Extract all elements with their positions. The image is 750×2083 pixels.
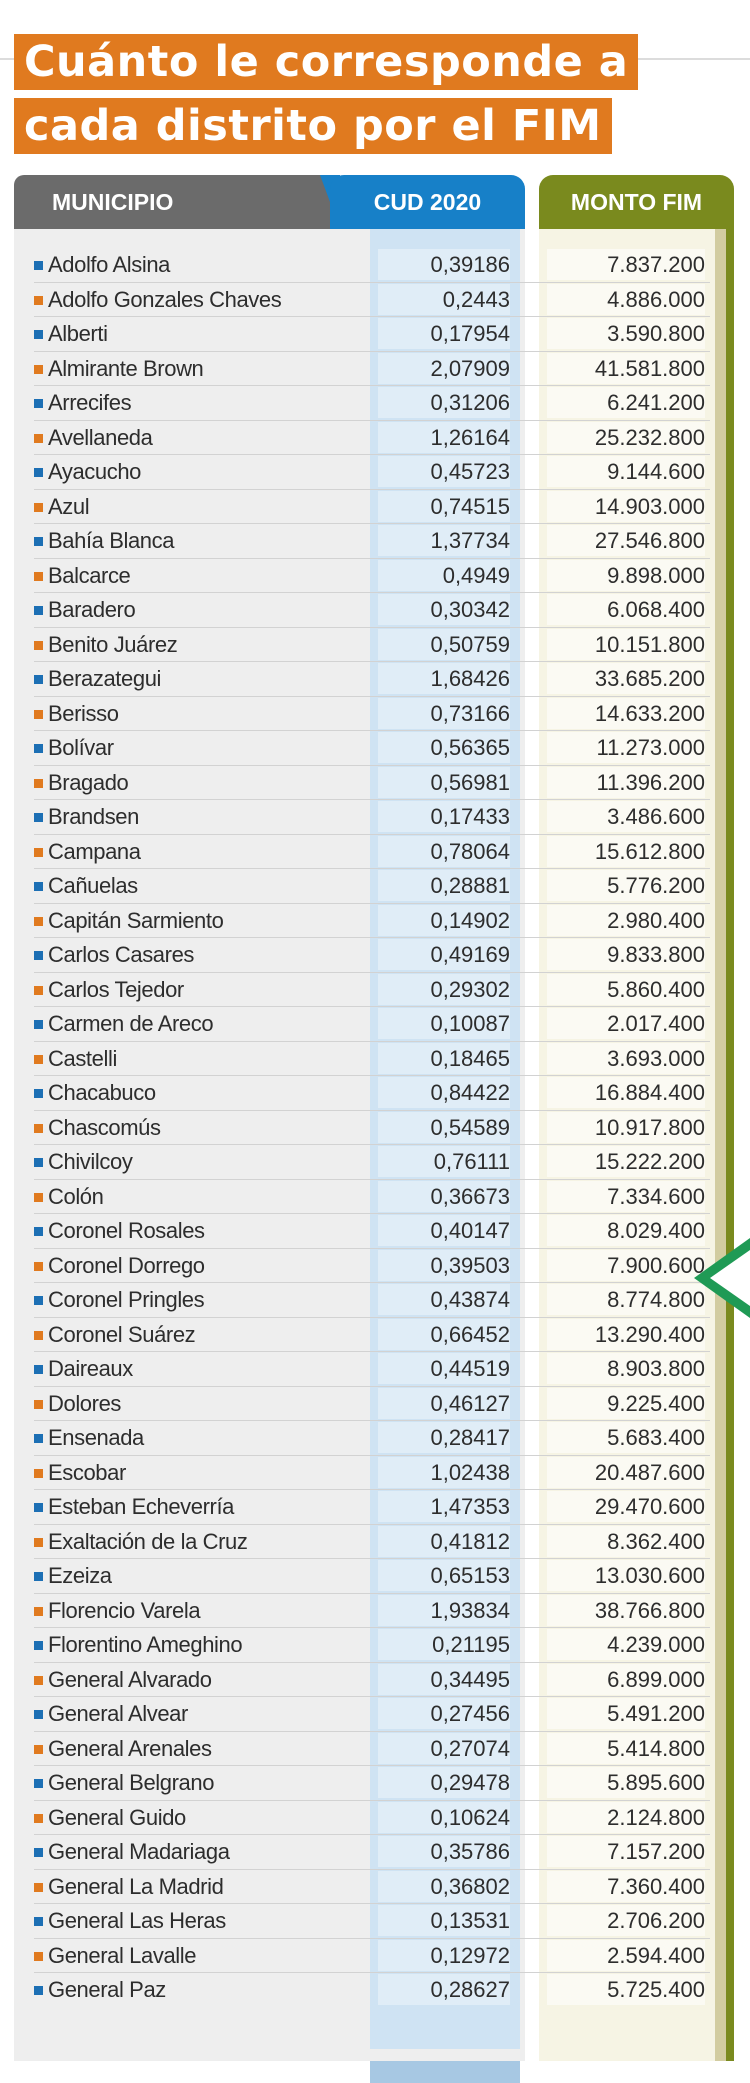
cud-cell: 0,34495	[378, 1664, 510, 1695]
monto-cell: 5.683.400	[547, 1422, 705, 1453]
monto-cell: 5.895.600	[547, 1767, 705, 1798]
bullet-square-icon	[34, 1572, 43, 1581]
cud-cell: 0,36673	[378, 1181, 510, 1212]
municipio-cell: Baradero	[48, 597, 136, 622]
cud-cell: 0,18465	[378, 1043, 510, 1074]
bullet-square-icon	[34, 399, 43, 408]
bullet-square-icon	[34, 1262, 43, 1271]
cud-cell: 1,02438	[378, 1457, 510, 1488]
monto-cell: 14.633.200	[547, 698, 705, 729]
cud-cell: 0,27074	[378, 1733, 510, 1764]
bullet-square-icon	[34, 951, 43, 960]
municipio-cell: General Las Heras	[48, 1908, 226, 1933]
cud-cell: 0,46127	[378, 1388, 510, 1419]
cud-cell: 1,37734	[378, 525, 510, 556]
cud-cell: 0,39503	[378, 1250, 510, 1281]
bullet-square-icon	[34, 813, 43, 822]
table-row	[0, 1489, 750, 1524]
municipio-cell: Adolfo Gonzales Chaves	[48, 286, 282, 312]
table-row	[0, 247, 750, 282]
cud-cell: 0,28627	[378, 1974, 510, 2005]
bullet-square-icon	[34, 1158, 43, 1167]
municipio-cell: Chacabuco	[48, 1080, 156, 1105]
cud-cell: 0,65153	[378, 1560, 510, 1591]
bullet-square-icon	[34, 917, 43, 926]
municipio-cell: Cañuelas	[48, 873, 138, 898]
cud-cell: 0,36802	[378, 1871, 510, 1902]
cud-cell: 0,14902	[378, 905, 510, 936]
table-row	[0, 1593, 750, 1628]
bullet-square-icon	[34, 1469, 43, 1478]
table-row	[0, 868, 750, 903]
table-row	[0, 1179, 750, 1214]
bullet-square-icon	[34, 1124, 43, 1133]
bullet-square-icon	[34, 1296, 43, 1305]
municipio-cell: General La Madrid	[48, 1873, 224, 1899]
municipio-cell: Almirante Brown	[48, 355, 204, 381]
table-row	[0, 1903, 750, 1938]
cud-column-footer	[370, 2061, 520, 2083]
table-row	[0, 1662, 750, 1697]
monto-cell: 7.334.600	[547, 1181, 705, 1212]
monto-cell: 13.030.600	[547, 1560, 705, 1591]
bullet-square-icon	[34, 296, 43, 305]
bullet-square-icon	[34, 986, 43, 995]
table-row	[0, 972, 750, 1007]
bullet-square-icon	[34, 1641, 43, 1650]
bullet-square-icon	[34, 1607, 43, 1616]
header-monto-fim: MONTO FIM	[539, 175, 734, 229]
municipio-cell: Adolfo Alsina	[48, 252, 170, 277]
bullet-square-icon	[34, 537, 43, 546]
municipio-cell: Arrecifes	[48, 390, 132, 415]
monto-cell: 2.980.400	[547, 905, 705, 936]
header-gap	[525, 175, 539, 229]
municipio-cell: General Paz	[48, 1977, 166, 2002]
municipio-cell: Florentino Ameghino	[48, 1632, 243, 1657]
table-row	[0, 1351, 750, 1386]
table-row	[0, 1800, 750, 1835]
cud-cell: 0,21195	[378, 1629, 510, 1660]
cud-cell: 0,29302	[378, 974, 510, 1005]
municipio-cell: Florencio Varela	[48, 1597, 201, 1623]
cud-cell: 0,40147	[378, 1215, 510, 1246]
cud-cell: 0,2443	[378, 284, 510, 315]
cud-cell: 1,93834	[378, 1595, 510, 1626]
monto-cell: 25.232.800	[547, 422, 705, 453]
municipio-cell: Campana	[48, 838, 141, 864]
table-row	[0, 1938, 750, 1973]
monto-cell: 3.590.800	[547, 318, 705, 349]
cud-cell: 0,31206	[378, 387, 510, 418]
table-row	[0, 1627, 750, 1662]
table-row	[0, 765, 750, 800]
bullet-square-icon	[34, 606, 43, 615]
cud-cell: 0,54589	[378, 1112, 510, 1143]
table-row	[0, 627, 750, 662]
monto-cell: 8.903.800	[547, 1353, 705, 1384]
cud-cell: 0,84422	[378, 1077, 510, 1108]
table-row	[0, 1420, 750, 1455]
pointer-arrow-inner	[710, 1250, 750, 1306]
monto-cell: 9.833.800	[547, 939, 705, 970]
bullet-square-icon	[34, 710, 43, 719]
bullet-square-icon	[34, 1814, 43, 1823]
monto-cell: 7.360.400	[547, 1871, 705, 1902]
monto-cell: 10.917.800	[547, 1112, 705, 1143]
table-row	[0, 1972, 750, 2007]
municipio-cell: Carmen de Areco	[48, 1011, 214, 1036]
cud-cell: 1,68426	[378, 663, 510, 694]
bullet-square-icon	[34, 1331, 43, 1340]
monto-cell: 6.899.000	[547, 1664, 705, 1695]
table-row	[0, 1248, 750, 1283]
municipio-cell: General Alvarado	[48, 1666, 212, 1692]
table-row	[0, 1317, 750, 1352]
monto-cell: 4.239.000	[547, 1629, 705, 1660]
monto-cell: 8.774.800	[547, 1284, 705, 1315]
bullet-square-icon	[34, 503, 43, 512]
bullet-square-icon	[34, 1227, 43, 1236]
table-row	[0, 523, 750, 558]
municipio-cell: General Alvear	[48, 1701, 188, 1726]
monto-cell: 5.491.200	[547, 1698, 705, 1729]
table-row	[0, 282, 750, 317]
table-row	[0, 592, 750, 627]
title-line-2: cada distrito por el FIM	[14, 98, 612, 154]
municipio-cell: Chivilcoy	[48, 1149, 133, 1174]
monto-cell: 8.029.400	[547, 1215, 705, 1246]
table-row	[0, 351, 750, 386]
monto-cell: 5.860.400	[547, 974, 705, 1005]
cud-cell: 0,56981	[378, 767, 510, 798]
table-row	[0, 1558, 750, 1593]
municipio-cell: Coronel Rosales	[48, 1218, 205, 1243]
monto-cell: 33.685.200	[547, 663, 705, 694]
municipio-cell: Capitán Sarmiento	[48, 907, 224, 933]
monto-cell: 6.068.400	[547, 594, 705, 625]
monto-cell: 2.706.200	[547, 1905, 705, 1936]
bullet-square-icon	[34, 1538, 43, 1547]
municipio-cell: Carlos Tejedor	[48, 976, 184, 1002]
cud-cell: 1,47353	[378, 1491, 510, 1522]
municipio-cell: Coronel Dorrego	[48, 1252, 205, 1278]
cud-cell: 0,41812	[378, 1526, 510, 1557]
cud-cell: 0,66452	[378, 1319, 510, 1350]
monto-cell: 6.241.200	[547, 387, 705, 418]
municipio-cell: Castelli	[48, 1045, 117, 1071]
monto-cell: 9.144.600	[547, 456, 705, 487]
table-row	[0, 1731, 750, 1766]
monto-cell: 13.290.400	[547, 1319, 705, 1350]
municipio-cell: Colón	[48, 1183, 104, 1209]
monto-cell: 15.612.800	[547, 836, 705, 867]
monto-cell: 9.225.400	[547, 1388, 705, 1419]
table-row	[0, 1213, 750, 1248]
table-row	[0, 385, 750, 420]
municipio-cell: General Guido	[48, 1804, 186, 1830]
municipio-cell: General Lavalle	[48, 1942, 197, 1968]
table-row	[0, 454, 750, 489]
cud-cell: 0,50759	[378, 629, 510, 660]
bullet-square-icon	[34, 434, 43, 443]
bullet-square-icon	[34, 330, 43, 339]
municipio-cell: General Belgrano	[48, 1770, 215, 1795]
table-row	[0, 730, 750, 765]
cud-cell: 0,10624	[378, 1802, 510, 1833]
header-municipio: MUNICIPIO	[14, 175, 330, 229]
cud-cell: 0,76111	[378, 1146, 510, 1177]
municipio-cell: General Arenales	[48, 1735, 212, 1761]
table-row	[0, 1144, 750, 1179]
cud-cell: 0,30342	[378, 594, 510, 625]
bullet-square-icon	[34, 882, 43, 891]
municipio-cell: Exaltación de la Cruz	[48, 1528, 248, 1554]
table-row	[0, 1455, 750, 1490]
municipio-cell: Bragado	[48, 769, 129, 795]
bullet-square-icon	[34, 1745, 43, 1754]
cud-cell: 0,39186	[378, 249, 510, 280]
bullet-square-icon	[34, 1020, 43, 1029]
cud-cell: 2,07909	[378, 353, 510, 384]
table-row	[0, 937, 750, 972]
bullet-square-icon	[34, 1952, 43, 1961]
bullet-square-icon	[34, 1193, 43, 1202]
municipio-cell: Brandsen	[48, 804, 139, 829]
monto-cell: 3.693.000	[547, 1043, 705, 1074]
table-row	[0, 420, 750, 455]
table-row	[0, 558, 750, 593]
municipio-cell: Ayacucho	[48, 459, 142, 484]
monto-cell: 2.594.400	[547, 1940, 705, 1971]
monto-cell: 2.017.400	[547, 1008, 705, 1039]
table-row	[0, 1075, 750, 1110]
cud-cell: 0,4949	[378, 560, 510, 591]
cud-cell: 0,73166	[378, 698, 510, 729]
monto-cell: 20.487.600	[547, 1457, 705, 1488]
table-row	[0, 1386, 750, 1421]
municipio-cell: Bahía Blanca	[48, 528, 175, 553]
table-row	[0, 1006, 750, 1041]
table-row	[0, 903, 750, 938]
table-row	[0, 1696, 750, 1731]
bullet-square-icon	[34, 848, 43, 857]
bullet-square-icon	[34, 1503, 43, 1512]
monto-cell: 5.776.200	[547, 870, 705, 901]
monto-cell: 14.903.000	[547, 491, 705, 522]
table-row	[0, 489, 750, 524]
cud-cell: 0,28417	[378, 1422, 510, 1453]
municipio-cell: Ensenada	[48, 1425, 144, 1450]
cud-cell: 0,12972	[378, 1940, 510, 1971]
bullet-square-icon	[34, 1055, 43, 1064]
monto-cell: 3.486.600	[547, 801, 705, 832]
bullet-square-icon	[34, 1883, 43, 1892]
municipio-cell: Esteban Echeverría	[48, 1494, 235, 1519]
municipio-cell: Dolores	[48, 1390, 122, 1416]
cud-cell: 1,26164	[378, 422, 510, 453]
monto-cell: 11.273.000	[547, 732, 705, 763]
monto-cell: 16.884.400	[547, 1077, 705, 1108]
bullet-square-icon	[34, 779, 43, 788]
cud-cell: 0,44519	[378, 1353, 510, 1384]
bullet-square-icon	[34, 1710, 43, 1719]
bullet-square-icon	[34, 1779, 43, 1788]
table-row	[0, 1524, 750, 1559]
table-row	[0, 696, 750, 731]
municipio-cell: Carlos Casares	[48, 942, 195, 967]
table-row	[0, 661, 750, 696]
municipio-cell: Berazategui	[48, 666, 162, 691]
bullet-square-icon	[34, 1089, 43, 1098]
municipio-cell: Ezeiza	[48, 1563, 112, 1588]
cud-cell: 0,13531	[378, 1905, 510, 1936]
monto-cell: 7.900.600	[547, 1250, 705, 1281]
monto-cell: 2.124.800	[547, 1802, 705, 1833]
monto-cell: 38.766.800	[547, 1595, 705, 1626]
municipio-cell: Coronel Pringles	[48, 1287, 205, 1312]
monto-cell: 10.151.800	[547, 629, 705, 660]
cud-cell: 0,17433	[378, 801, 510, 832]
municipio-cell: Berisso	[48, 700, 119, 726]
monto-cell: 15.222.200	[547, 1146, 705, 1177]
table-row	[0, 1765, 750, 1800]
cud-cell: 0,56365	[378, 732, 510, 763]
bullet-square-icon	[34, 572, 43, 581]
header-cud-2020: CUD 2020	[330, 175, 525, 229]
municipio-cell: Avellaneda	[48, 424, 153, 450]
table-row	[0, 316, 750, 351]
table-row	[0, 1282, 750, 1317]
bullet-square-icon	[34, 1986, 43, 1995]
table-row	[0, 834, 750, 869]
municipio-cell: Balcarce	[48, 562, 131, 588]
cud-cell: 0,27456	[378, 1698, 510, 1729]
cud-cell: 0,49169	[378, 939, 510, 970]
cud-cell: 0,29478	[378, 1767, 510, 1798]
table-row	[0, 1041, 750, 1076]
bullet-square-icon	[34, 365, 43, 374]
cud-cell: 0,74515	[378, 491, 510, 522]
municipio-cell: General Madariaga	[48, 1839, 230, 1864]
cud-cell: 0,78064	[378, 836, 510, 867]
cud-cell: 0,45723	[378, 456, 510, 487]
bullet-square-icon	[34, 744, 43, 753]
bullet-square-icon	[34, 1676, 43, 1685]
monto-cell: 8.362.400	[547, 1526, 705, 1557]
bullet-square-icon	[34, 1365, 43, 1374]
municipio-cell: Daireaux	[48, 1356, 133, 1381]
municipio-cell: Coronel Suárez	[48, 1321, 196, 1347]
bullet-square-icon	[34, 261, 43, 270]
table-row	[0, 1110, 750, 1145]
bullet-square-icon	[34, 1400, 43, 1409]
bullet-square-icon	[34, 1848, 43, 1857]
monto-cell: 11.396.200	[547, 767, 705, 798]
bullet-square-icon	[34, 468, 43, 477]
cud-cell: 0,17954	[378, 318, 510, 349]
municipio-cell: Alberti	[48, 321, 108, 346]
monto-cell: 7.837.200	[547, 249, 705, 280]
cud-cell: 0,28881	[378, 870, 510, 901]
bullet-square-icon	[34, 675, 43, 684]
municipio-cell: Benito Juárez	[48, 631, 178, 657]
cud-cell: 0,35786	[378, 1836, 510, 1867]
title-line-1: Cuánto le corresponde a	[14, 34, 638, 90]
municipio-cell: Escobar	[48, 1459, 126, 1485]
monto-cell: 4.886.000	[547, 284, 705, 315]
cud-cell: 0,10087	[378, 1008, 510, 1039]
table-row	[0, 1869, 750, 1904]
monto-cell: 7.157.200	[547, 1836, 705, 1867]
cud-cell: 0,43874	[378, 1284, 510, 1315]
monto-cell: 41.581.800	[547, 353, 705, 384]
bullet-square-icon	[34, 1434, 43, 1443]
monto-cell: 27.546.800	[547, 525, 705, 556]
monto-cell: 5.725.400	[547, 1974, 705, 2005]
municipio-cell: Azul	[48, 493, 90, 519]
monto-cell: 9.898.000	[547, 560, 705, 591]
municipio-cell: Bolívar	[48, 735, 114, 760]
table-row	[0, 1834, 750, 1869]
monto-cell: 29.470.600	[547, 1491, 705, 1522]
municipio-cell: Chascomús	[48, 1114, 161, 1140]
bullet-square-icon	[34, 641, 43, 650]
bullet-square-icon	[34, 1917, 43, 1926]
monto-cell: 5.414.800	[547, 1733, 705, 1764]
table-row	[0, 799, 750, 834]
